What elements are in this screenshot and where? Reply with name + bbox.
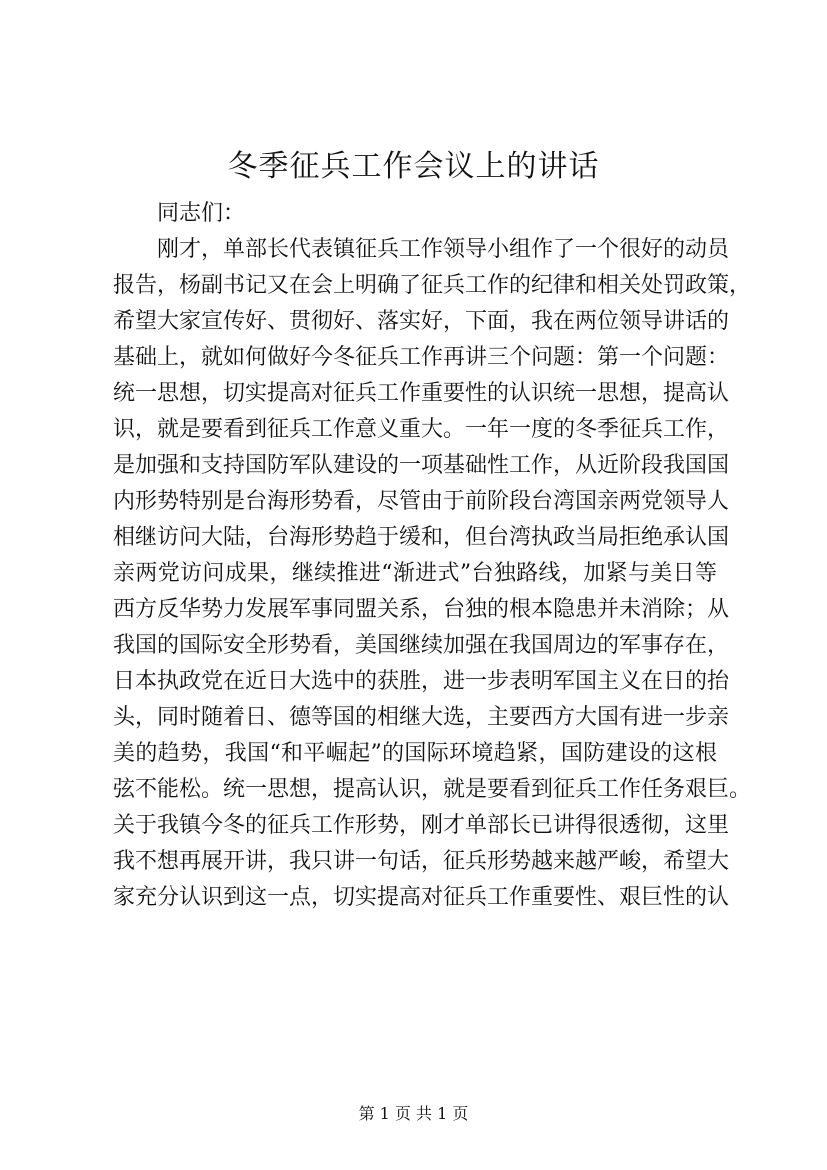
page-footer: 第 1 页 共 1 页	[358, 1104, 469, 1123]
body-line: 内形势特别是台海形势看，尽管由于前阶段台湾国亲两党领导人	[113, 489, 730, 514]
body-line: 家充分认识到这一点，切实提高对征兵工作重要性、艰巨性的认	[113, 885, 730, 910]
document-title: 冬季征兵工作会议上的讲话	[227, 149, 600, 184]
body-line: 统一思想，切实提高对征兵工作重要性的认识统一思想，提高认	[113, 381, 730, 406]
body-line: 美的趋势，我国“和平崛起”的国际环境趋紧，国防建设的这根	[113, 741, 717, 766]
body-line: 是加强和支持国防军队建设的一项基础性工作，从近阶段我国国	[113, 453, 730, 478]
body-line: 我国的国际安全形势看，美国继续加强在我国周边的军事存在，	[113, 633, 730, 658]
body-line: 亲两党访问成果，继续推进“渐进式”台独路线，加紧与美日等	[113, 561, 717, 586]
body-line: 刚才，单部长代表镇征兵工作领导小组作了一个很好的动员	[157, 237, 730, 262]
body-line: 相继访问大陆，台海形势趋于缓和，但台湾执政当局拒绝承认国	[113, 525, 730, 550]
body-line: 日本执政党在近日大选中的获胜，进一步表明军国主义在日的抬	[113, 669, 730, 694]
body-line: 识，就是要看到征兵工作意义重大。一年一度的冬季征兵工作，	[113, 417, 730, 442]
salutation-line: 同志们：	[157, 201, 246, 226]
body-line: 报告，杨副书记又在会上明确了征兵工作的纪律和相关处罚政策，	[113, 273, 752, 298]
body-line: 希望大家宣传好、贯彻好、落实好，下面，我在两位领导讲话的	[113, 309, 730, 334]
body-line: 头，同时随着日、德等国的相继大选，主要西方大国有进一步亲	[113, 705, 730, 730]
body-line: 西方反华势力发展军事同盟关系，台独的根本隐患并未消除；从	[113, 597, 730, 622]
document-body	[113, 196, 752, 916]
body-line: 关于我镇今冬的征兵工作形势，刚才单部长已讲得很透彻，这里	[113, 813, 730, 838]
body-line: 弦不能松。统一思想，提高认识，就是要看到征兵工作任务艰巨。	[113, 777, 752, 802]
body-line: 基础上，就如何做好今冬征兵工作再讲三个问题：第一个问题：	[113, 345, 730, 370]
body-line: 我不想再展开讲，我只讲一句话，征兵形势越来越严峻，希望大	[113, 849, 730, 874]
